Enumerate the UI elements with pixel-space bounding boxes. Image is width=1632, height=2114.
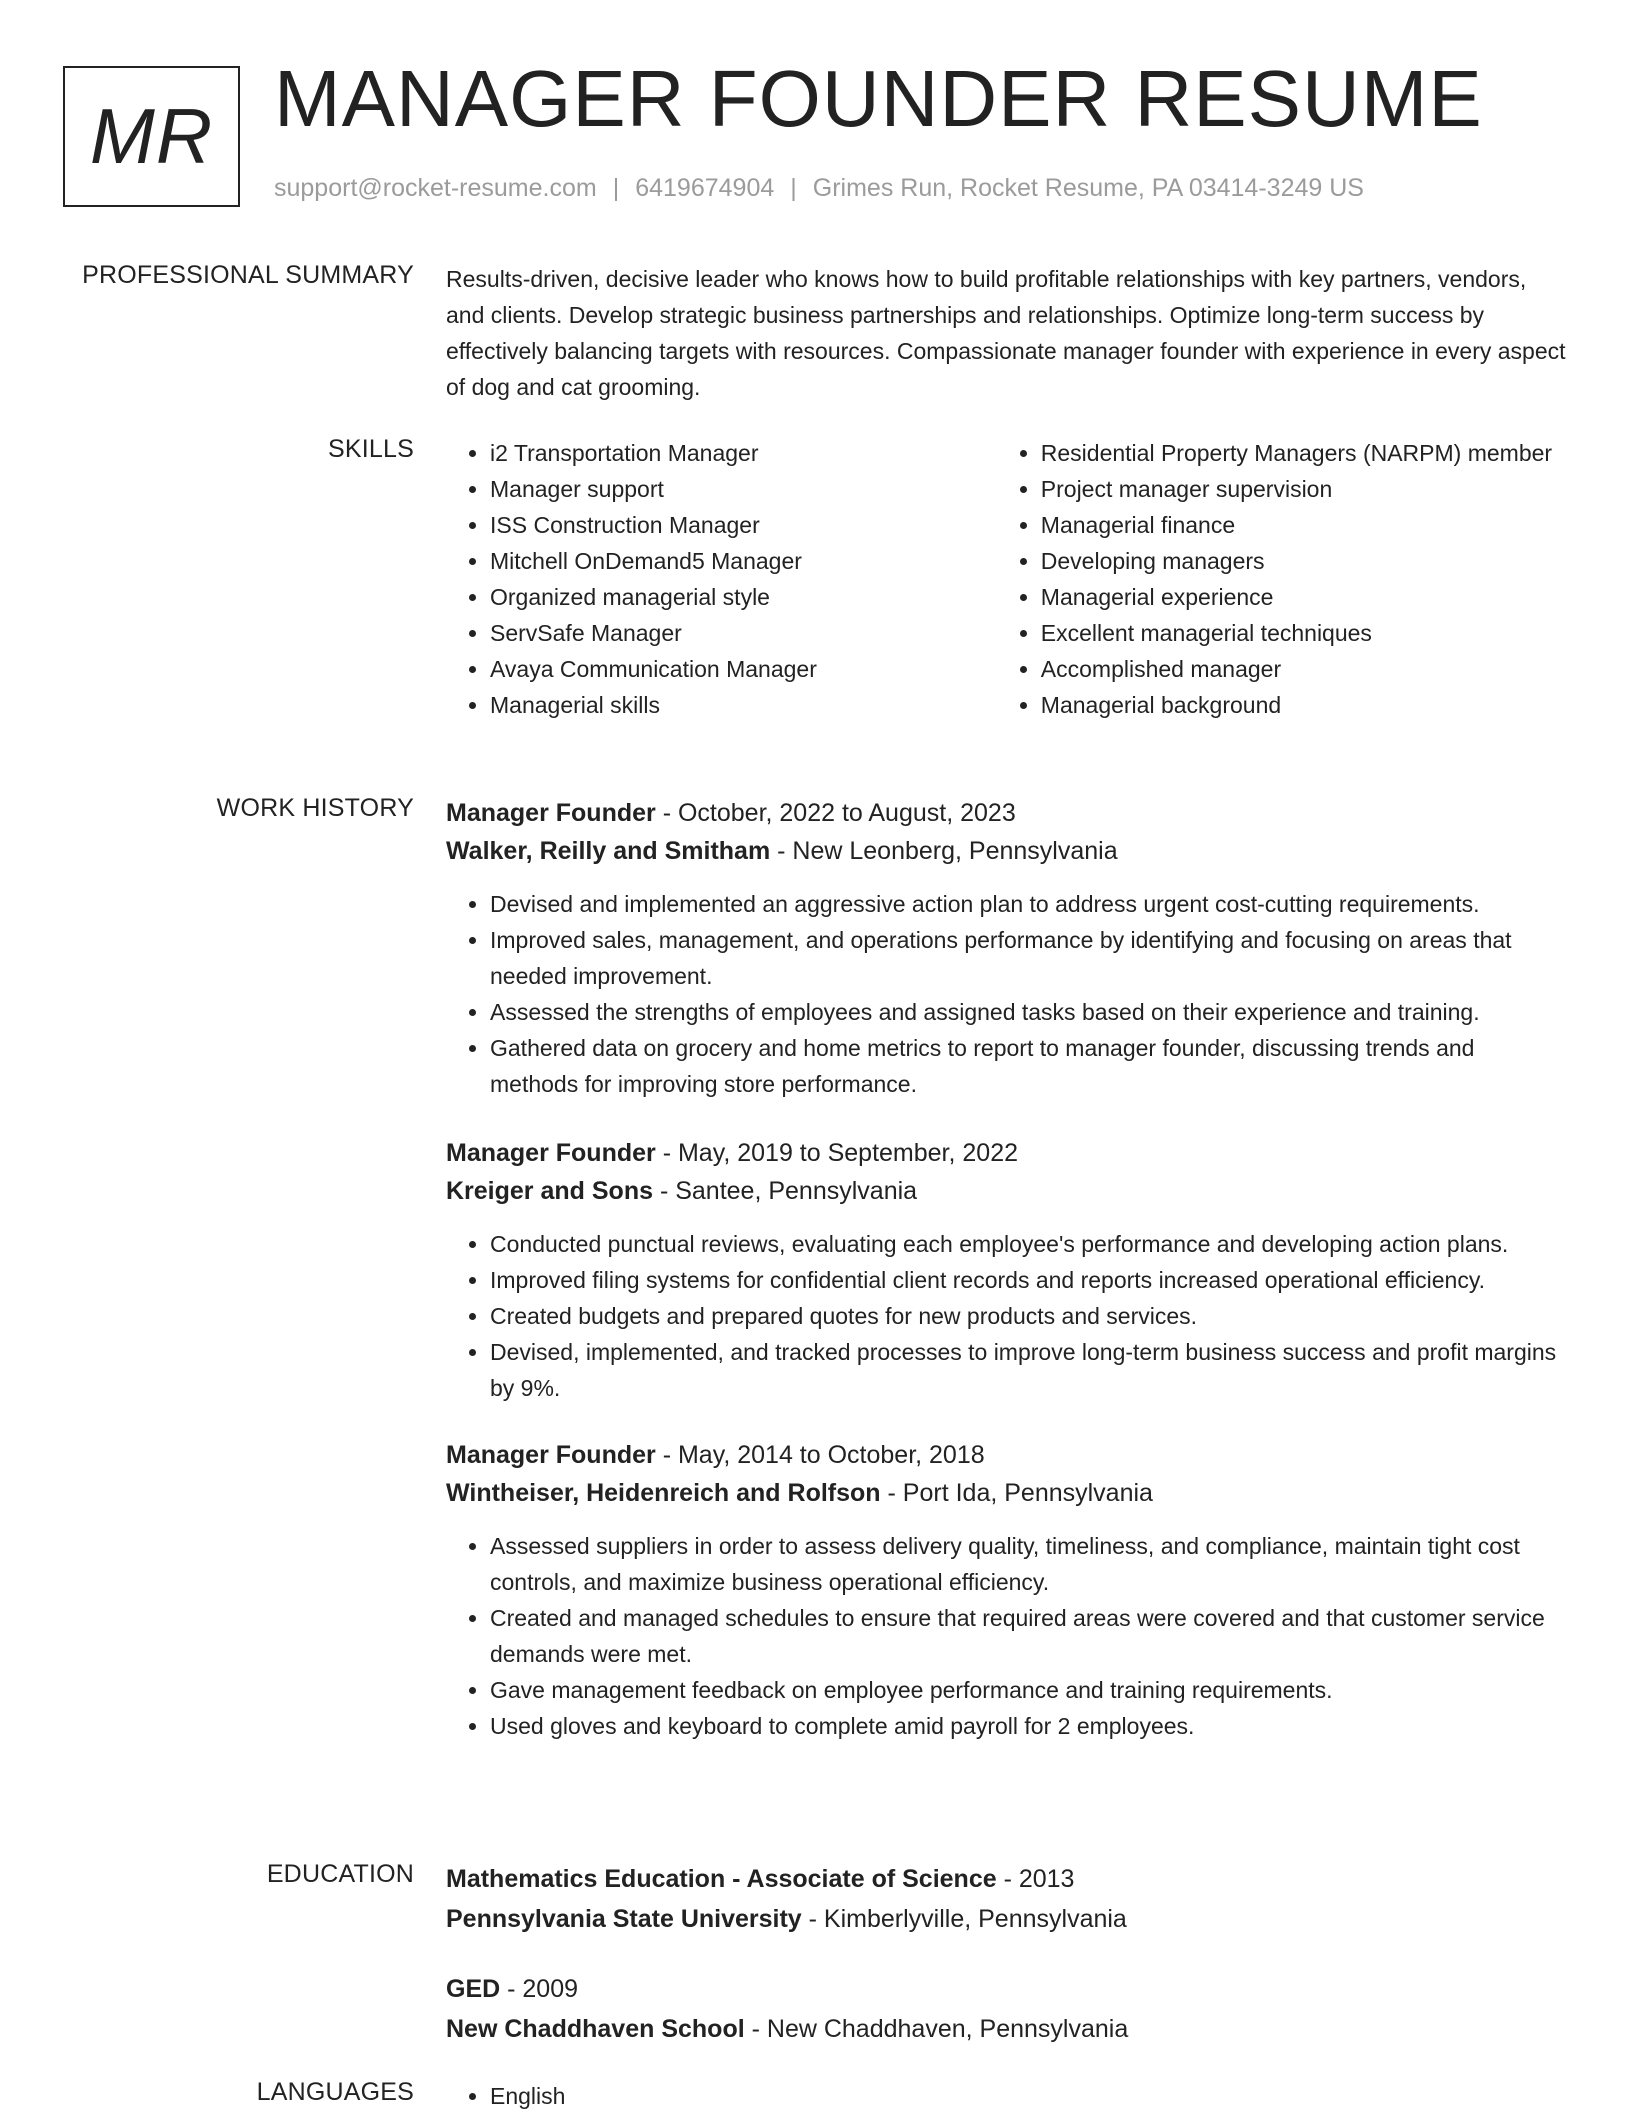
contact-line: [274, 174, 1364, 203]
job-company-line: [446, 1474, 1566, 1512]
skill-item: • Managerial skills: [490, 687, 997, 723]
section-label-skills: SKILLS: [328, 435, 414, 463]
skill-item: • Managerial experience: [1041, 579, 1566, 615]
skill-item: • i2 Transportation Manager: [490, 435, 997, 471]
job-location: - Santee, Pennsylvania: [653, 1177, 918, 1205]
job-title-line: [446, 794, 1566, 832]
job-company-line: [446, 1172, 1566, 1210]
section-label-languages: LANGUAGES: [256, 2078, 414, 2106]
monogram-initials: MR: [89, 92, 214, 180]
monogram-box: [63, 66, 240, 207]
skill-item: • Manager support: [490, 471, 997, 507]
skill-item: • ServSafe Manager: [490, 615, 997, 651]
job-company: Wintheiser, Heidenreich and Rolfson: [446, 1479, 881, 1507]
contact-address: Grimes Run, Rocket Resume, PA 03414-3249 US: [812, 174, 1364, 202]
contact-separator: |: [790, 174, 797, 202]
skill-item: • ISS Construction Manager: [490, 507, 997, 543]
job-title: Manager Founder: [446, 799, 656, 827]
job-title-line: [446, 1134, 1566, 1172]
job-bullet: • Used gloves and keyboard to complete amid payroll for 2 employees.: [490, 1708, 1566, 1744]
skill-item: • Excellent managerial techniques: [1041, 615, 1566, 651]
education-entry: [446, 1860, 1566, 1938]
skill-item: • Project manager supervision: [1041, 471, 1566, 507]
job-bullet: • Devised and implemented an aggressive action plan to address urgent cost-cutting requirements.: [490, 886, 1566, 922]
education-degree-line: [446, 1970, 1566, 2008]
job-bullet: • Gathered data on grocery and home metrics to report to manager founder, discussing trends and methods for improving store performance.: [490, 1030, 1566, 1102]
job-entry: [446, 1134, 1566, 1406]
job-entry: [446, 794, 1566, 1102]
job-title: Manager Founder: [446, 1441, 656, 1469]
skill-item: • Managerial finance: [1041, 507, 1566, 543]
section-label-education: EDUCATION: [266, 1860, 414, 1888]
education-school-line: [446, 1900, 1566, 1938]
education-body: [446, 1860, 1566, 2048]
job-bullet: • Devised, implemented, and tracked processes to improve long-term business success and profit margins by 9%.: [490, 1334, 1566, 1406]
education-year: - 2009: [500, 1975, 579, 2003]
job-bullet: • Gave management feedback on employee performance and training requirements.: [490, 1672, 1566, 1708]
job-bullet: • Assessed the strengths of employees and assigned tasks based on their experience and training.: [490, 994, 1566, 1030]
skills-columns: [446, 435, 1566, 723]
resume-name: MANAGER FOUNDER RESUME: [274, 54, 1483, 143]
education-degree: Mathematics Education - Associate of Science: [446, 1865, 997, 1893]
job-bullet: • Improved filing systems for confidential client records and reports increased operational efficiency.: [490, 1262, 1566, 1298]
education-year: - 2013: [996, 1865, 1075, 1893]
job-dates: - October, 2022 to August, 2023: [655, 799, 1016, 827]
job-title: Manager Founder: [446, 1139, 656, 1167]
job-bullet: • Conducted punctual reviews, evaluating each employee's performance and developing action plans.: [490, 1226, 1566, 1262]
job-bullet: • Created and managed schedules to ensure that required areas were covered and that customer service demands were met.: [490, 1600, 1566, 1672]
education-school-line: [446, 2010, 1566, 2048]
education-degree-line: [446, 1860, 1566, 1898]
job-dates: - May, 2014 to October, 2018: [655, 1441, 985, 1469]
job-bullets: [446, 886, 1566, 1102]
job-bullet: • Assessed suppliers in order to assess delivery quality, timeliness, and compliance, maintain tight cost controls, and maximize business operational efficiency.: [490, 1528, 1566, 1600]
language-item: • English: [490, 2078, 1566, 2114]
job-bullets: [446, 1528, 1566, 1744]
job-bullets: [446, 1226, 1566, 1406]
education-location: - New Chaddhaven, Pennsylvania: [744, 2015, 1129, 2043]
job-dates: - May, 2019 to September, 2022: [655, 1139, 1019, 1167]
skill-item: • Accomplished manager: [1041, 651, 1566, 687]
job-company: Walker, Reilly and Smitham: [446, 837, 771, 865]
skill-item: • Developing managers: [1041, 543, 1566, 579]
contact-email[interactable]: support@rocket-resume.com: [274, 174, 597, 202]
skills-body: [446, 435, 1566, 723]
education-location: - Kimberlyville, Pennsylvania: [801, 1905, 1127, 1933]
job-location: - Port Ida, Pennsylvania: [880, 1479, 1153, 1507]
summary-text: Results-driven, decisive leader who knows how to build profitable relationships with key partners, vendors, and clients. Develop strategic business partnerships and relationships. Optimize long-term success by effectively balancing targets with resources. Compassionate manager founder with experience in every aspect of dog and cat grooming.: [446, 266, 1566, 400]
skills-list-left: [446, 435, 997, 723]
languages-body: [446, 2078, 1566, 2114]
job-entry: [446, 1436, 1566, 1744]
section-label-work: WORK HISTORY: [216, 794, 414, 822]
contact-phone[interactable]: 6419674904: [635, 174, 775, 202]
work-body: [446, 794, 1566, 1744]
education-degree: GED: [446, 1975, 501, 2003]
job-title-line: [446, 1436, 1566, 1474]
section-label-summary: PROFESSIONAL SUMMARY: [82, 261, 414, 289]
job-bullet: • Created budgets and prepared quotes for new products and services.: [490, 1298, 1566, 1334]
education-entry: [446, 1970, 1566, 2048]
skill-item: • Managerial background: [1041, 687, 1566, 723]
skills-list-right: [997, 435, 1566, 723]
job-bullet: • Improved sales, management, and operations performance by identifying and focusing on areas that needed improvement.: [490, 922, 1566, 994]
job-company-line: [446, 832, 1566, 870]
skill-item: • Mitchell OnDemand5 Manager: [490, 543, 997, 579]
languages-list: [446, 2078, 1566, 2114]
education-school: Pennsylvania State University: [446, 1905, 802, 1933]
skill-item: • Avaya Communication Manager: [490, 651, 997, 687]
education-school: New Chaddhaven School: [446, 2015, 745, 2043]
skill-item: • Residential Property Managers (NARPM) member: [1041, 435, 1566, 471]
skill-item: • Organized managerial style: [490, 579, 997, 615]
job-location: - New Leonberg, Pennsylvania: [770, 837, 1118, 865]
contact-separator: |: [612, 174, 620, 202]
summary-body: [446, 261, 1566, 405]
job-company: Kreiger and Sons: [446, 1177, 653, 1205]
